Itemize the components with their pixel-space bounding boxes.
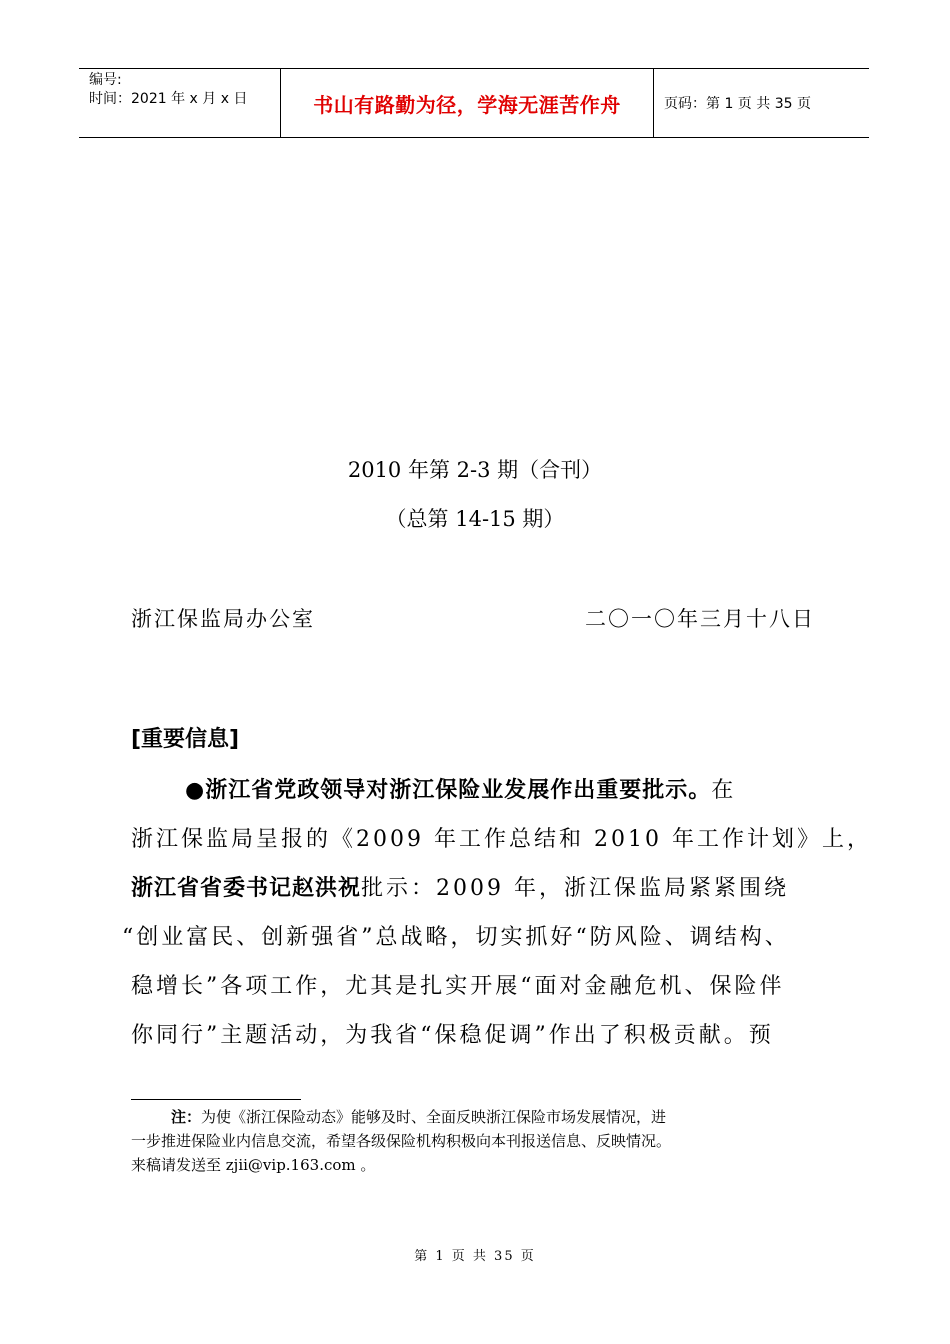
header-page-info: 页码：第 1 页 共 35 页 — [664, 96, 811, 112]
issue-total: （总第 14-15 期） — [385, 507, 565, 531]
footnote-line-1 — [131, 1105, 821, 1129]
footnote-rule — [131, 1099, 301, 1100]
article-line-1 — [185, 773, 736, 804]
article-official-name: 浙江省省委书记赵洪祝 — [131, 876, 362, 901]
page-header — [79, 68, 869, 138]
issue-date: 二〇一〇年三月十八日 — [585, 607, 815, 631]
header-time-label: 时间：2021 年 x 月 x 日 — [89, 91, 248, 107]
section-title: [重要信息] — [131, 727, 240, 752]
footnote — [131, 1105, 821, 1177]
footnote-label: 注： — [171, 1108, 202, 1126]
issue-number: 2010 年第 2-3 期（合刊） — [347, 458, 603, 482]
footnote-line-2: 一步推进保险业内信息交流，希望各级保险机构积极向本刊报送信息、反映情况。 — [131, 1132, 672, 1150]
issuing-office: 浙江保监局办公室 — [131, 607, 315, 631]
article-line-5: 稳增长”各项工作，尤其是扎实开展“面对金融危机、保险伴 — [131, 974, 785, 999]
header-meta — [79, 69, 281, 137]
article-headline: ●浙江省党政领导对浙江保险业发展作出重要批示。 — [185, 778, 712, 803]
footnote-line-3: 来稿请发送至 zjii@vip.163.com 。 — [131, 1156, 376, 1174]
article-line-2: 浙江保监局呈报的《2009 年工作总结和 2010 年工作计划》上， — [131, 827, 872, 852]
article-line-3 — [131, 871, 789, 902]
page-number: 第 1 页 共 35 页 — [414, 1249, 536, 1264]
header-number-label: 编号: — [89, 72, 122, 88]
article-line-4: “创业富民、创新强省”总战略，切实抓好“防风险、调结构、 — [122, 925, 790, 950]
article-line-6: 你同行”主题活动，为我省“保稳促调”作出了积极贡献。预 — [131, 1023, 774, 1048]
article-line1-tail: 在 — [711, 778, 737, 803]
article-line3-tail: 批示：2009 年，浙江保监局紧紧围绕 — [361, 876, 789, 901]
header-motto: 书山有路勤为径，学海无涯苦作舟 — [281, 69, 654, 137]
footnote-text-1: 为使《浙江保险动态》能够及时、全面反映浙江保险市场发展情况，进 — [201, 1108, 667, 1126]
